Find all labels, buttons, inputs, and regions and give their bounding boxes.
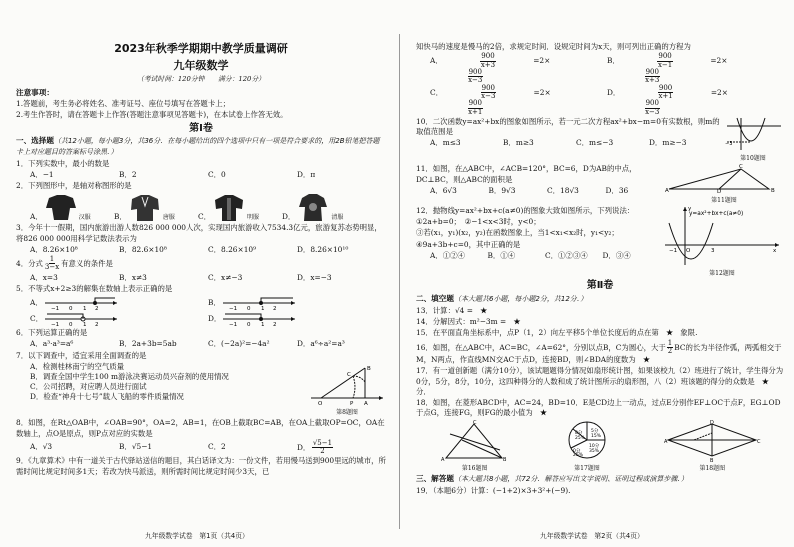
q6-option-b: B．2a+3b=5ab <box>119 339 177 349</box>
q12-option-b: B．①④ <box>487 250 516 260</box>
svg-text:0: 0 <box>246 306 251 313</box>
right-page <box>402 41 794 529</box>
question-10: 10．二次函数y=ax²+bx的图象如图所示，若一元二次方程ax²+bx−m=0有实数根，则m的取值范围是 <box>416 116 720 137</box>
question-12-line-1: 12．抛物线y=ax²+bx+c(a≠0)的图象大致如图所示，下列说法： <box>416 205 635 215</box>
notice-line-2: 2.考生作答时，请在答题卡上作答(答题注意事项见答题卡)，在本试卷上作答无效。 <box>16 110 288 120</box>
q17-figure <box>557 420 617 473</box>
page-divider <box>399 34 400 529</box>
q8-option-b: B．√5−1 <box>119 442 153 452</box>
svg-text:1: 1 <box>82 306 87 313</box>
q11-option-b: B．9√3 <box>488 185 516 195</box>
svg-text:O: O <box>686 247 691 254</box>
svg-text:10分: 10分 <box>588 443 600 449</box>
question-11: 11．如图，在△ABC中，∠ACB=120°，BC=6，D为AB的中点，DC⊥BC，则△ABC的面积是 <box>416 164 637 184</box>
q11-options <box>416 186 664 196</box>
q8-option-d: D． $\frac{√5-1}{2}$ <box>297 438 333 456</box>
question-12-line-4: ④9a+3b+c=0，其中正确的是 <box>416 239 521 249</box>
question-9-continued: 知快马的速度是慢马的2倍，求规定时间．设规定时间为x天，则可列出正确的方程为 <box>416 42 691 51</box>
number-line-c <box>43 311 121 327</box>
q12-option-c: C．①②③④ <box>545 250 588 260</box>
q9-option-d: D． $\frac{900}{x+1}$ =2× $\frac{900}{x-3}$ <box>607 83 728 116</box>
q7-options <box>16 362 308 417</box>
svg-text:15%: 15% <box>590 433 601 439</box>
q11-block <box>416 163 784 204</box>
svg-text:C: C <box>757 438 761 445</box>
q12-block <box>416 205 784 278</box>
notice-heading: 注意事项： <box>16 87 54 97</box>
volume-2-title: 第Ⅱ卷 <box>586 280 614 292</box>
q8-option-a: A．√3 <box>30 442 53 452</box>
question-1: 1．下列实数中，最小的数是 <box>16 158 110 168</box>
q12-figure <box>660 205 784 278</box>
q10-figure-caption: 第10题图 <box>740 155 766 163</box>
q3-option-d: D．8.26×10¹⁰ <box>297 244 349 254</box>
svg-text:−1: −1 <box>228 306 237 313</box>
q7-option-c: C．公司招聘，对应聘人员进行面试 <box>30 382 147 392</box>
figures-row <box>416 420 784 473</box>
svg-text:−1: −1 <box>229 322 238 329</box>
robe-hanfu-icon <box>45 192 77 222</box>
q18-figure <box>664 420 760 473</box>
q12-option-d: D．③④ <box>602 250 631 260</box>
q3-option-b: B．82.6×10⁸ <box>119 244 167 254</box>
question-4: 4．分式 $\frac{1}{3-x}$ 有意义的条件是 <box>16 255 113 272</box>
svg-text:y: y <box>688 205 692 212</box>
svg-text:−1: −1 <box>50 306 59 313</box>
section-3-heading: 三、解答题（本大题共8小题，共72分．解答应写出文字说明、证明过程或演算步骤．） <box>416 474 688 484</box>
q10-block <box>416 116 784 163</box>
section-2-heading: 二、填空题（本大题共6小题，每小题2分，共12分．） <box>416 294 588 304</box>
q2-caption-a: 汉服 <box>78 214 91 222</box>
q7-option-a: A．检测桂林南宁的空气质量 <box>30 361 125 371</box>
svg-text:C: C <box>739 164 743 171</box>
question-3: 3．今年十一假期，国内旅游出游人数826 000 000人次，实现国内旅游收入7534.3亿元，旅游复苏态势明显，将826 000 000用科学记数法表示为 <box>16 223 382 243</box>
q17-pie-chart <box>557 420 617 462</box>
q6-option-d: D．a⁶÷a²=a³ <box>297 339 345 349</box>
q11-figure-caption: 第11题图 <box>711 196 737 204</box>
question-13: 13．计算：√4 = ★ <box>416 305 487 315</box>
q11-figure <box>664 163 784 204</box>
q10-figure <box>722 116 784 163</box>
exam-title: 2023年秋季学期期中教学质量调研 <box>114 42 288 55</box>
svg-text:1: 1 <box>83 322 87 329</box>
q16-figure <box>440 420 510 473</box>
q4-option-d: D．x=−3 <box>297 272 332 282</box>
svg-text:P: P <box>350 400 354 407</box>
svg-text:A: A <box>665 188 669 195</box>
q3-option-a: A．8.26×10⁸ <box>30 244 78 254</box>
robe-tang-icon <box>129 192 161 222</box>
svg-text:C: C <box>472 419 477 426</box>
question-6: 6．下列运算正确的是 <box>16 328 88 338</box>
q10-option-a: A．m≤3 <box>430 138 461 148</box>
q12-options <box>416 251 660 261</box>
question-8: 8．如图，在Rt△OAB中，∠OAB=90°，OA=2，AB=1，在OB上截取BC=AB，在OA上截取OP=OC，OA在数轴上，点O是原点，则P点对应的实数是 <box>16 418 385 438</box>
svg-text:1: 1 <box>261 322 265 329</box>
svg-text:C: C <box>347 371 351 378</box>
svg-text:25%: 25% <box>572 452 583 458</box>
q2-caption-d: 清服 <box>331 214 344 222</box>
svg-text:1: 1 <box>260 306 265 313</box>
question-17: 17．有一道创新题（满分10分），该试题题得分情况如扇形统计图，如果该校九（2）班进行了统计，学生得分为0分，5分，8分，10分，这四种得分的人数和成了统计图所示的扇形图，八（2）班该题的得分的众数是 ★ 分． <box>416 366 784 396</box>
question-16: 16．如图，在△ABC中，AC=BC，∠A=62°，分别以点B，C为圆心，大于 $\frac{1}{2}$ BC的长为半径作弧，两弧相交于M，N两点，作直线MN交AC于点D，连接BD，则∠BDA的度数为 ★ <box>416 338 782 365</box>
question-12-line-2: ①2a+b=0； ②−1<x<3时，y<0； <box>416 217 541 227</box>
svg-text:B: B <box>771 188 775 195</box>
q2-caption-c: 明服 <box>247 214 260 222</box>
question-2: 2．下列图形中，是轴对称图形的是 <box>16 181 132 191</box>
question-12-line-3: ③若(x₁，y₁)(x₂，y₂)在函数图象上，当1<x₁<x₂时，y₁<y₂； <box>416 228 619 238</box>
q2-label-d: D． <box>282 212 296 222</box>
q4-options <box>16 273 386 283</box>
svg-text:25%: 25% <box>574 435 585 441</box>
q5-number-lines <box>16 295 386 327</box>
q4-option-b: B．x≠3 <box>119 272 147 282</box>
q5-option-d: D． −1 0 1 2 <box>208 311 386 327</box>
svg-text:0分: 0分 <box>572 448 581 454</box>
exam-meta: （考试时间：120分钟 满分：120分） <box>137 75 265 84</box>
footer-right: 九年级数学试卷 第2页（共4页） <box>540 531 644 540</box>
q11-option-a: A．6√3 <box>430 185 457 195</box>
svg-text:2: 2 <box>272 306 277 313</box>
q5-option-a: A． −1 0 1 2 <box>30 295 208 311</box>
number-line-d <box>221 311 299 327</box>
q9-options <box>416 53 784 116</box>
robe-ming-icon <box>213 192 245 222</box>
svg-text:35%: 35% <box>588 448 599 454</box>
question-5: 5．不等式x+2≥3的解集在数轴上表示正确的是 <box>16 283 173 293</box>
q11-option-c: C．18√3 <box>547 185 579 195</box>
q6-option-a: A．a³·a³=a⁶ <box>30 339 74 349</box>
svg-text:O: O <box>318 400 323 407</box>
q18-rhombus-diagram <box>664 420 760 462</box>
q2-label-a: A． <box>30 212 43 222</box>
svg-text:3: 3 <box>711 247 715 254</box>
q5-option-b: B． −1 0 1 2 <box>208 295 386 311</box>
svg-text:−1: −1 <box>669 247 678 254</box>
number-line-b <box>221 295 299 311</box>
q7-body <box>16 362 386 417</box>
exam-subject: 九年级数学 <box>173 59 229 73</box>
q8-figure <box>308 362 386 417</box>
q10-option-b: B．m≥3 <box>503 138 534 148</box>
q12-option-a: A．①②④ <box>430 250 465 260</box>
q6-option-c: C．(−2a)²=−4a² <box>208 339 270 349</box>
q2-label-b: B． <box>114 212 127 222</box>
footer-left: 九年级数学试卷 第1页（共4页） <box>145 531 249 540</box>
question-9: 9．《九章算术》中有一道关于古代驿站送信的题目，其白话译文为：一份文件，若用慢马送到900里远的城市，所需时间比规定时间多1天；若改为快马派送，则所需时间比规定时间少3天，已 <box>16 456 386 476</box>
svg-text:−1: −1 <box>51 322 60 329</box>
q8-option-c: C．2 <box>208 442 226 452</box>
number-line-a <box>43 295 121 311</box>
q1-option-b: B．2 <box>119 169 137 179</box>
q9-option-b: B． $\frac{900}{x-1}$ =2× $\frac{900}{x+3}$ <box>607 52 728 85</box>
q10-option-c: C．m≤−3 <box>576 138 614 148</box>
q1-option-a: A．−1 <box>30 169 54 179</box>
q7-option-b: B．调查全国中学生100 m游泳决赛运动员兴奋剂的使用情况 <box>30 372 229 382</box>
q10-option-d: D．m≥−3 <box>649 138 687 148</box>
svg-text:x: x <box>773 247 777 254</box>
svg-text:2: 2 <box>273 322 277 329</box>
svg-text:0: 0 <box>247 322 251 329</box>
q11-triangle <box>665 163 783 196</box>
q3-option-c: C．8.26×10⁹ <box>208 244 257 254</box>
q16-figure-caption: 第16题图 <box>461 464 488 472</box>
svg-text:A: A <box>364 400 368 407</box>
svg-text:A: A <box>664 438 668 445</box>
robe-qing-icon <box>297 192 329 222</box>
volume-1-title: 第Ⅰ卷 <box>189 122 213 134</box>
svg-text:8分: 8分 <box>574 430 583 436</box>
svg-text:y=ax²+bx+c(a≠0): y=ax²+bx+c(a≠0) <box>689 210 744 217</box>
q4-option-a: A．x=3 <box>30 272 58 282</box>
q11-option-d: D．36 <box>605 185 629 195</box>
question-14: 14．分解因式：m²−3m = ★ <box>416 317 521 327</box>
svg-text:2: 2 <box>95 322 99 329</box>
question-18: 18．如图，在菱形ABCD中，AC=24，BD=10．E是CD边上一动点，过点E分别作EF⊥OC于点F，EG⊥OD于点G，连接FG，则FG的最小值为 ★ <box>416 398 781 418</box>
svg-text:2: 2 <box>94 306 99 313</box>
q1-option-d: D．π <box>297 169 316 179</box>
question-15: 15．在平面直角坐标系中，点P（1，2）向左平移5个单位长度后的点在第 ★ 象限. <box>416 328 698 338</box>
svg-text:D: D <box>710 419 715 426</box>
q18-figure-caption: 第18题图 <box>699 464 726 472</box>
q6-options <box>16 339 386 349</box>
q12-figure-caption: 第12题图 <box>709 270 735 278</box>
svg-text:B: B <box>710 457 714 464</box>
q1-options <box>16 170 386 180</box>
q7-option-d: D．检查“神舟十七号”载人飞船的零件质量情况 <box>30 392 184 402</box>
q8-options <box>16 440 386 456</box>
q12-parabola-graph <box>661 205 783 267</box>
q2-caption-b: 唐服 <box>162 214 175 222</box>
svg-text:0: 0 <box>69 322 73 329</box>
q4-fraction: $\frac{1}{3-x}$ <box>44 255 60 272</box>
svg-text:A: A <box>440 456 445 463</box>
svg-text:0: 0 <box>68 306 73 313</box>
q2-pictures <box>16 192 386 222</box>
q4-option-c: C．x≠−3 <box>208 272 243 282</box>
q10-parabola-graph <box>723 116 783 152</box>
q17-figure-caption: 第17题图 <box>574 464 600 472</box>
question-19: 19．（本题6分）计算：(−1+2)×3+3²+(−9). <box>416 485 571 495</box>
q8-diagram <box>309 362 385 406</box>
q8-figure-caption: 第8题图 <box>336 409 358 417</box>
svg-text:B: B <box>502 456 507 463</box>
notice-line-1: 1.答题前，考生务必将姓名、准考证号、座位号填写在答题卡上； <box>16 99 230 109</box>
svg-text:B: B <box>367 365 371 372</box>
q1-option-c: C．0 <box>208 169 226 179</box>
q3-options <box>16 245 386 255</box>
svg-text:D: D <box>717 189 722 196</box>
q9-option-a: A． $\frac{900}{x+3}$ =2× $\frac{900}{x-3}$ <box>430 52 551 85</box>
q16-triangle-diagram <box>440 420 510 462</box>
question-7: 7．以下调查中，适宜采用全面调查的是 <box>16 350 147 360</box>
section-1-heading: 一、选择题（共12小题，每小题3分，共36分．在每小题给出的四个选项中只有一项是符合要求的，用2B铅笔把答题卡上对应题目的答案标号涂黑．） <box>16 136 380 157</box>
q5-option-c: C． −1 0 1 2 <box>30 311 208 327</box>
svg-text:−3: −3 <box>725 140 733 147</box>
left-page <box>0 38 398 529</box>
q10-options <box>416 138 722 148</box>
q2-label-c: C． <box>198 212 212 222</box>
q9-option-c: C． $\frac{900}{x-3}$ =2× $\frac{900}{x+1}$ <box>430 83 551 116</box>
svg-text:5分: 5分 <box>590 428 599 434</box>
